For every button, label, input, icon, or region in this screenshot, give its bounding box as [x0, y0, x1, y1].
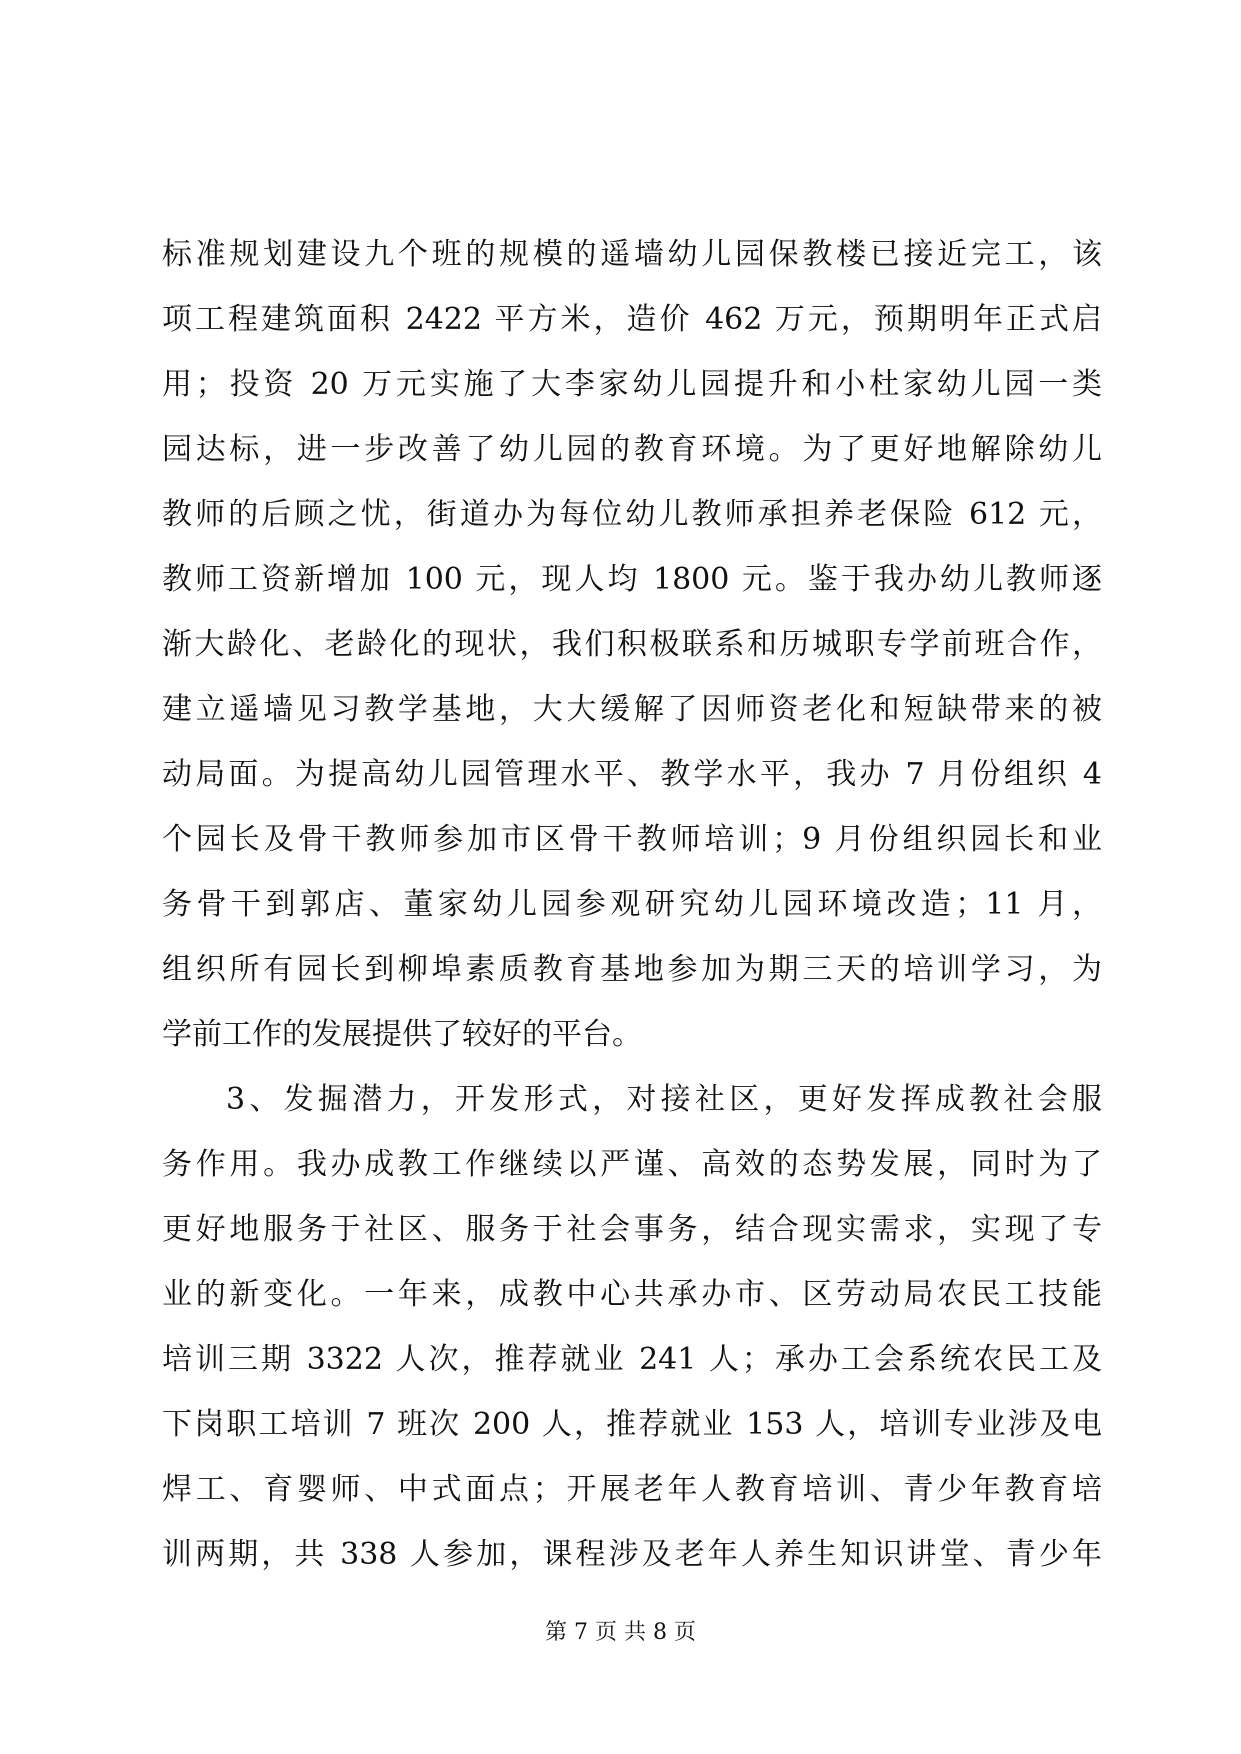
text-line: 下岗职工培训 7 班次 200 人，推荐就业 153 人，培训专业涉及电: [162, 1407, 1102, 1442]
text-line: 组织所有园长到柳埠素质教育基地参加为期三天的培训学习，为: [162, 952, 1102, 987]
text-line: 教师工资新增加 100 元，现人均 1800 元。鉴于我办幼儿教师逐: [162, 562, 1102, 597]
text-line: 业的新变化。一年来，成教中心共承办市、区劳动局农民工技能: [162, 1277, 1102, 1312]
text-line: 培训三期 3322 人次，推荐就业 241 人；承办工会系统农民工及: [162, 1342, 1102, 1377]
text-line: 标准规划建设九个班的规模的遥墙幼儿园保教楼已接近完工，该: [162, 237, 1102, 272]
text-line: 务作用。我办成教工作继续以严谨、高效的态势发展，同时为了: [162, 1147, 1102, 1182]
page-footer: 第 7 页 共 8 页: [545, 1620, 696, 1645]
body-text: [162, 222, 1102, 1587]
text-line: 教师的后顾之忧，街道办为每位幼儿教师承担养老保险 612 元，: [162, 497, 1102, 532]
text-line: 动局面。为提高幼儿园管理水平、教学水平，我办 7 月份组织 4: [162, 757, 1102, 792]
text-line: 训两期，共 338 人参加，课程涉及老年人养生知识讲堂、青少年: [162, 1537, 1102, 1572]
text-line: 用；投资 20 万元实施了大李家幼儿园提升和小杜家幼儿园一类: [162, 367, 1102, 402]
text-line: 个园长及骨干教师参加市区骨干教师培训；9 月份组织园长和业: [162, 822, 1102, 857]
paragraph-first-line: 3、发掘潜力，开发形式，对接社区，更好发挥成教社会服: [226, 1082, 1102, 1117]
text-line: 焊工、育婴师、中式面点；开展老年人教育培训、青少年教育培: [162, 1472, 1102, 1507]
text-line: 务骨干到郭店、董家幼儿园参观研究幼儿园环境改造；11 月，: [162, 887, 1102, 922]
text-line: 项工程建筑面积 2422 平方米，造价 462 万元，预期明年正式启: [162, 302, 1102, 337]
text-line: 更好地服务于社区、服务于社会事务，结合现实需求，实现了专: [162, 1212, 1102, 1247]
text-line: 渐大龄化、老龄化的现状，我们积极联系和历城职专学前班合作，: [162, 627, 1102, 662]
paragraph-last-line: 学前工作的发展提供了较好的平台。: [162, 1017, 642, 1052]
text-line: 园达标，进一步改善了幼儿园的教育环境。为了更好地解除幼儿: [162, 432, 1102, 467]
text-line: 建立遥墙见习教学基地，大大缓解了因师资老化和短缺带来的被: [162, 692, 1102, 727]
